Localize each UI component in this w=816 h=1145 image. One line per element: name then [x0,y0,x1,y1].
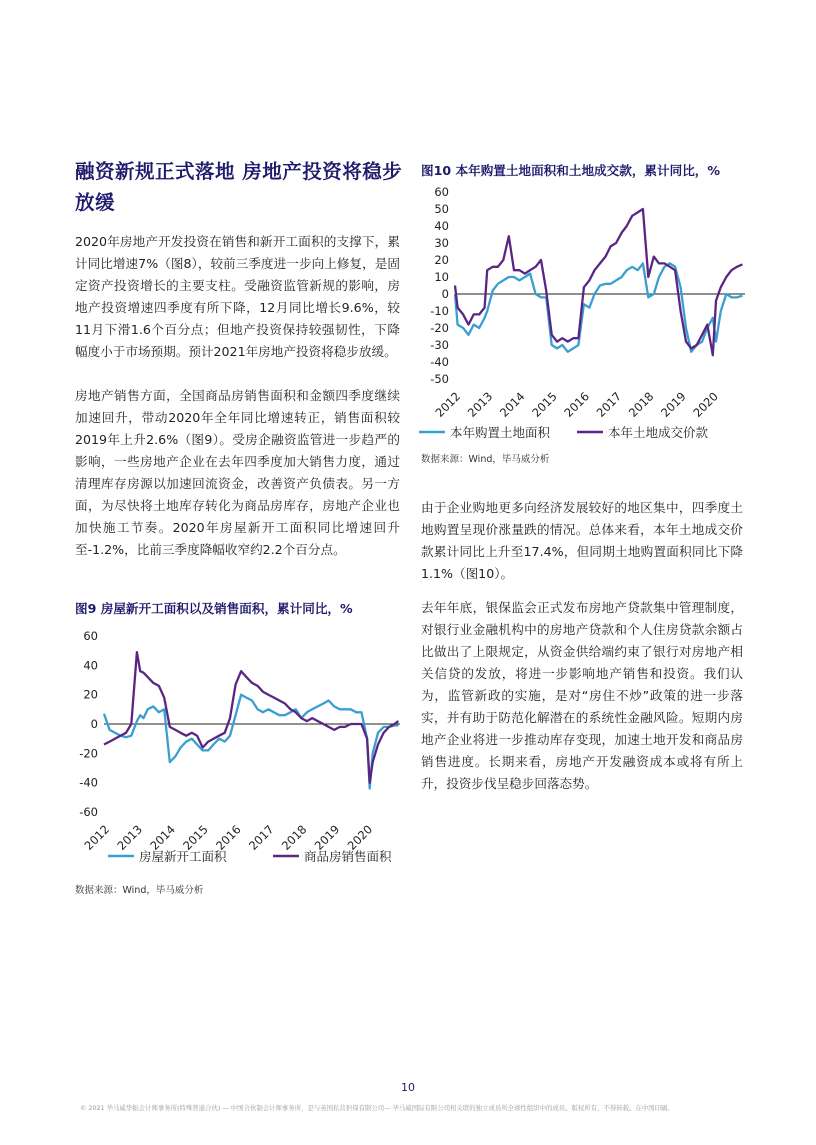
page-number: 10 [401,1081,415,1094]
y-tick-label: -40 [430,355,449,369]
fig10-source: 数据来源：Wind，毕马威分析 [421,454,550,465]
x-tick-label: 2020 [344,822,376,853]
x-tick-label: 2020 [690,389,721,420]
fig10-title: 图10 本年购置土地面积和土地成交款，累计同比，% [421,163,720,178]
x-tick-label: 2012 [432,389,464,420]
legend-label-1: 本年购置土地面积 [450,425,551,440]
series-line-1 [104,695,398,789]
y-tick-label: -10 [430,304,449,318]
fig9-chart [68,622,408,862]
y-tick-label: -60 [79,805,98,819]
x-tick-label: 2017 [245,822,277,853]
right-paragraph-2: 去年年底，银保监会正式发布房地产贷款集中管理制度，对银行业金融机构中的房地产贷款和个人住房贷款余额占比做出了上限规定，从资金供给端约束了银行对房地产相关信贷的发放，将进一步影响地产销售和投资。我们认为，监管新政的实施，是对“房住不炒”政策的进一步落实，并有助于防范化解潜在的系统性金融风险。短期内房地产企业将进一步推动库存变现，加速土地开发和商品房销售进度。长期来看，房地产开发融资成本或将有所上升，投资步伐呈稳步回落态势。 [421,600,743,791]
y-tick-label: 60 [434,185,449,199]
y-tick-label: 20 [83,687,98,702]
y-tick-label: 30 [434,236,449,250]
legend-label-2: 商品房销售面积 [304,849,392,862]
y-tick-label: 0 [441,287,449,301]
footer-disclaimer: © 2021 毕马威华振会计师事务所(特殊普通合伙) — 中国合伙制会计师事务所，是与英国私营担保有限公司— 毕马威国际有限公司相关联的独立成员所全球性组织中的成员。版权所有，不得转载。在中国印刷。 [80,1104,674,1112]
left-paragraph-2: 房地产销售方面，全国商品房销售面积和金额四季度继续加速回升，带动2020年全年同比增速转正，销售面积较2019年上升2.6%（图9）。受房企融资监管进一步趋严的影响，一些房地产企业在去年四季度加大销售力度，通过清理库存房源以加速回流资金，改善资产负债表。另一方面，为尽快将土地库存转化为商品房库存，房地产企业也加快施工节奏。2020年房屋新开工面积同比增速回升至-1.2%，比前三季度降幅收窄约2.2个百分点。 [75,388,400,557]
x-tick-label: 2018 [278,822,310,853]
y-tick-label: 10 [434,270,449,284]
x-tick-label: 2018 [625,389,657,420]
y-tick-label: -30 [430,338,449,352]
fig10-chart [413,182,758,444]
fig9-title: 图9 房屋新开工面积以及销售面积，累计同比，% [75,601,353,616]
y-tick-label: -20 [430,321,449,335]
series-line-2 [455,209,742,355]
x-tick-label: 2013 [114,822,146,853]
x-tick-label: 2016 [213,822,244,853]
section-heading: 融资新规正式落地 房地产投资将稳步放缓 [75,160,403,214]
left-paragraph-1: 2020年房地产开发投资在销售和新开工面积的支撑下，累计同比增速7%（图8），较前三季度进一步向上修复，是固定资产投资增长的主要支柱。受融资监管新规的影响，房地产投资增速四季度有所下降，12月同比增长9.6%，较11月下滑1.6个百分点；但地产投资保持较强韧性，下降幅度小于市场预期。预计2021年房地产投资将稳步放缓。 [75,234,400,359]
y-tick-label: 40 [83,658,98,673]
y-tick-label: 60 [83,629,98,643]
x-tick-label: 2017 [593,389,625,420]
x-tick-label: 2015 [180,822,211,853]
legend-label-2: 本年土地成交价款 [608,425,709,440]
right-paragraph-1: 由于企业购地更多向经济发展较好的地区集中，四季度土地购置呈现价涨量跌的情况。总体来看，本年土地成交价款累计同比上升至17.4%，但同期土地购置面积同比下降1.1%（图10）。 [421,500,743,581]
y-tick-label: 20 [434,253,449,267]
x-tick-label: 2019 [658,389,689,420]
x-tick-label: 2012 [81,822,113,853]
x-tick-label: 2014 [147,822,178,853]
x-tick-label: 2016 [561,389,593,420]
y-tick-label: -50 [430,372,449,386]
y-tick-label: 40 [434,219,449,233]
x-tick-label: 2014 [496,389,528,420]
y-tick-label: -40 [79,775,98,790]
legend-label-1: 房屋新开工面积 [139,849,227,862]
series-line-2 [104,652,398,783]
y-tick-label: 50 [434,202,449,216]
x-tick-label: 2015 [529,389,560,420]
y-tick-label: -20 [79,746,98,761]
x-tick-label: 2013 [464,389,496,420]
y-tick-label: 0 [90,717,98,731]
x-tick-label: 2019 [311,822,343,853]
fig9-source: 数据来源：Wind，毕马威分析 [75,885,204,896]
